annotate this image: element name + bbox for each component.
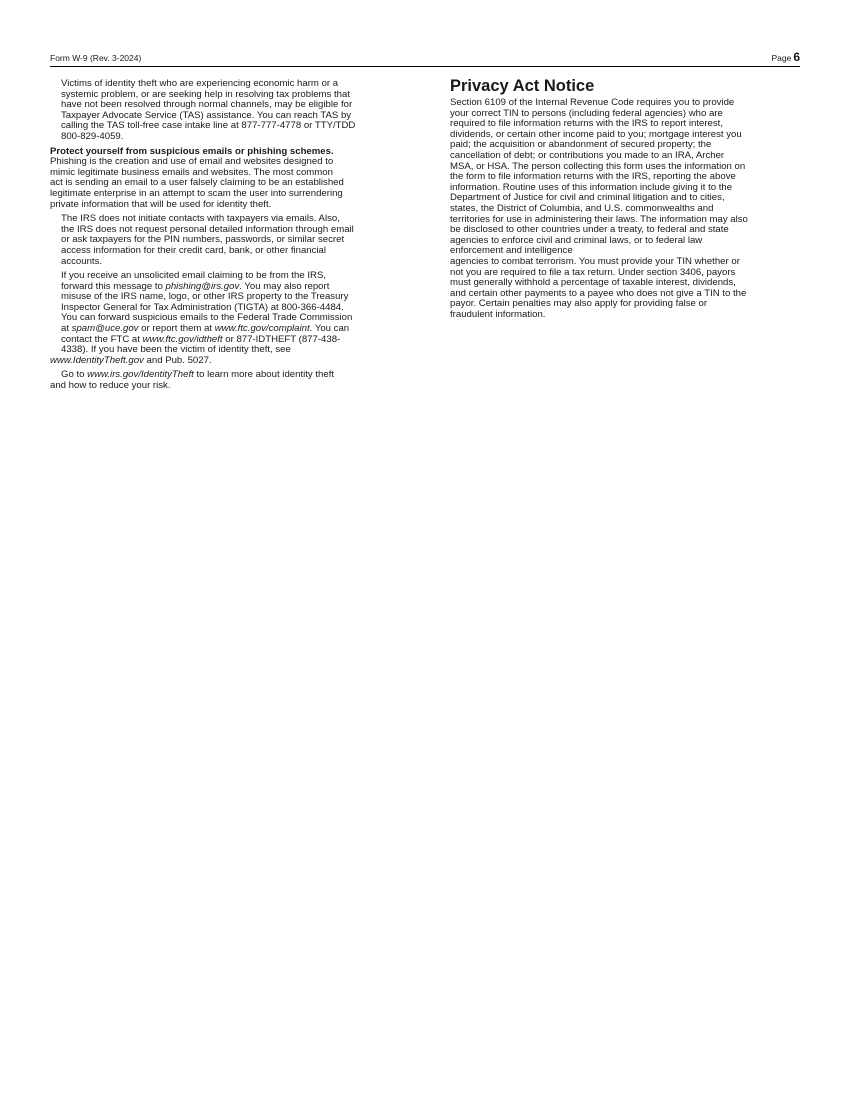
left-column <box>50 79 393 396</box>
privacy-act-heading: Privacy Act Notice <box>450 77 595 95</box>
text-line: If you receive an unsolicited email claiming to be from the IRS, <box>61 270 327 282</box>
text-line: the form to file information returns with the IRS, reporting the above <box>450 171 736 183</box>
paragraph-irs-contact <box>50 214 393 267</box>
phishing-heading: Protect yourself from suspicious emails or phishing schemes. <box>50 145 334 157</box>
text-line: agencies to combat terrorism. You must provide your TIN whether or <box>450 255 740 267</box>
text-line: dividends, or certain other income paid to you; mortgage interest you <box>450 128 742 140</box>
text-fragment: and Pub. 5027. <box>143 354 212 366</box>
text-line: Department of Justice for civil and criminal litigation and to cities, <box>450 192 725 204</box>
text-line: have not been resolved through normal channels, may be eligible for <box>61 99 353 111</box>
text-line: and how to reduce your risk. <box>50 380 171 392</box>
right-column <box>450 77 795 324</box>
identitytheft-gov-link[interactable]: www.IdentityTheft.gov <box>50 354 144 366</box>
text-line: Section 6109 of the Internal Revenue Code requires you to provide <box>450 97 735 108</box>
text-line: the IRS does not request personal detailed information through email <box>61 223 354 235</box>
text-line: fraudulent information. <box>450 308 546 320</box>
paragraph-taxpayer-advocate <box>50 79 393 143</box>
text-fragment: forward this message to <box>61 280 166 292</box>
text-line: accounts. <box>61 255 103 267</box>
text-line: payor. Certain penalties may also apply for providing false or <box>450 298 708 310</box>
text-line: territories for use in administering their laws. The information may also <box>450 213 748 225</box>
text-line: agencies to enforce civil and criminal laws, or to federal law <box>450 234 703 246</box>
irs-identitytheft-link[interactable]: www.irs.gov/IdentityTheft <box>87 369 194 381</box>
text-fragment: . You can <box>309 323 350 335</box>
text-line: 800-829-4059. <box>61 130 124 142</box>
form-identifier: Form W-9 (Rev. 3-2024) <box>50 53 142 63</box>
text-line: The IRS does not initiate contacts with taxpayers via emails. Also, <box>61 213 340 225</box>
text-line: enforcement and intelligence <box>450 245 573 257</box>
text-line: Victims of identity theft who are experiencing economic harm or a <box>61 78 339 89</box>
text-line: MSA, or HSA. The person collecting this form uses the information on <box>450 160 746 172</box>
page-number: 6 <box>793 50 800 64</box>
text-fragment: Go to <box>61 369 88 381</box>
phishing-email-link[interactable]: phishing@irs.gov <box>165 280 240 292</box>
text-fragment: contact the FTC at <box>61 333 143 345</box>
text-line: systemic problem, or are seeking help in resolving tax problems that <box>61 88 351 100</box>
text-line: cancellation of debt; or contributions you made to an IRA, Archer <box>450 149 725 161</box>
text-line: must generally withhold a percentage of taxable interest, dividends, <box>450 277 736 289</box>
page-indicator <box>771 50 800 64</box>
ftc-idtheft-link[interactable]: www.ftc.gov/idtheft <box>142 333 223 345</box>
text-line: misuse of the IRS name, logo, or other IRS property to the Treasury <box>61 291 349 303</box>
page-label: Page <box>771 53 792 63</box>
text-line: information. Routine uses of this information include giving it to the <box>450 181 733 193</box>
paragraph-phishing <box>50 147 393 211</box>
text-line <box>50 356 393 367</box>
text-line: states, the District of Columbia, and U.S. commonwealths and <box>450 202 714 214</box>
text-line: private information that will be used for identity theft. <box>50 198 272 210</box>
text-line: or ask taxpayers for the PIN numbers, passwords, or similar secret <box>61 234 345 246</box>
text-line: legitimate enterprise in an attempt to scam the user into surrendering <box>50 187 343 199</box>
paragraph-learn-more <box>50 370 393 391</box>
text-fragment: to learn more about identity theft <box>193 369 335 381</box>
spam-email-link[interactable]: spam@uce.gov <box>71 323 139 335</box>
text-line: Taxpayer Advocate Service (TAS) assistance. You can reach TAS by <box>61 109 352 121</box>
text-line: and certain other payments to a payee who does not give a TIN to the <box>450 287 747 299</box>
text-line: calling the TAS toll-free case intake line at 877-777-4778 or TTY/TDD <box>61 120 356 132</box>
text-line: not you are required to file a tax return. Under section 3406, payors <box>450 266 736 278</box>
text-line: mimic legitimate business emails and websites. The most common <box>50 166 333 178</box>
paragraph-report-email <box>50 271 393 366</box>
text-fragment: or 877-IDTHEFT (877-438- <box>222 333 341 345</box>
text-fragment: or report them at <box>138 323 215 335</box>
ftc-complaint-link[interactable]: www.ftc.gov/complaint <box>214 323 310 335</box>
text-line: 4338). If you have been the victim of identity theft, see <box>61 344 291 356</box>
text-line: be disclosed to other countries under a treaty, to federal and state <box>450 224 729 236</box>
text-fragment: . You may also report <box>239 280 330 292</box>
text-line: required to file information returns with the IRS to report interest, <box>450 118 724 130</box>
text-line: your correct TIN to persons (including federal agencies) who are <box>450 107 723 119</box>
paragraph-privacy-act <box>450 98 795 320</box>
text-line: Phishing is the creation and use of email and websites designed to <box>50 156 334 168</box>
text-line: act is sending an email to a user falsely claiming to be an established <box>50 177 344 189</box>
text-fragment: at <box>61 323 72 335</box>
text-line: Inspector General for Tax Administration (TIGTA) at 800-366-4484. <box>61 301 344 313</box>
page-header <box>50 50 800 67</box>
text-line: paid; the acquisition or abandonment of secured property; the <box>450 139 712 151</box>
text-line: access information for their credit card, bank, or other financial <box>61 244 327 256</box>
text-line: You can forward suspicious emails to the Federal Trade Commission <box>61 312 353 324</box>
